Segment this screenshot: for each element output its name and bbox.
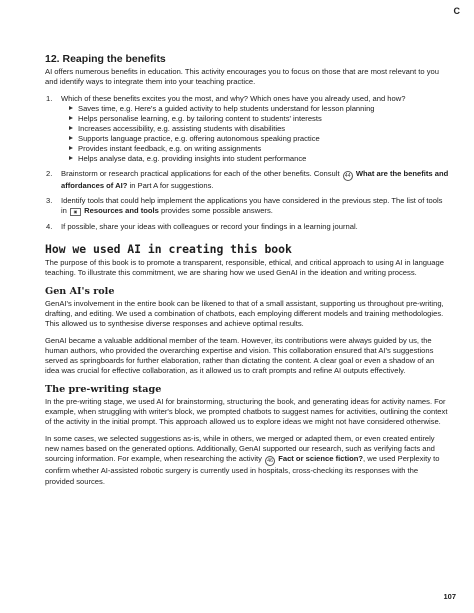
activity-reference-icon: 46 [265, 456, 275, 466]
activity-steps [45, 94, 449, 232]
subsection-paragraph: In the pre-writing stage, we used AI for brainstorming, structuring the book, and generating ideas for activity names. For example, when struggling with writer's block, we prompted chatbots to suggest names for activities, outlining the context of the activity in the initial prompt. This approach allowed us to explore ideas we might not have considered otherwise. [45, 396, 448, 427]
benefit-item: Increases accessibility, e.g. assisting students with disabilities [69, 124, 449, 134]
benefits-list [61, 104, 449, 164]
benefit-item: Helps analyse data, e.g. providing insights into student performance [69, 154, 449, 164]
subsection-paragraph [45, 434, 449, 487]
section-letter: C [453, 6, 460, 16]
benefit-item: Provides instant feedback, e.g. on writing assignments [69, 144, 449, 154]
activity-intro: AI offers numerous benefits in education. This activity encourages you to focus on those that are most relevant to you and identify ways to integrate them into your teaching practice. [45, 67, 439, 87]
benefit-item: Saves time, e.g. Here's a guided activity to help students understand for lesson planning [69, 104, 449, 114]
step-text: Which of these benefits excites you the most, and why? Which ones have you already used, and how? [61, 93, 406, 103]
resources-reference-link[interactable]: Resources and tools [84, 206, 159, 216]
step-number: 2. [46, 168, 53, 178]
activity-reference-icon: 44 [343, 171, 353, 181]
step-number: 3. [46, 196, 53, 206]
step-text: Brainstorm or research practical applications for each of the other benefits. Consult [61, 168, 340, 178]
step-1 [45, 94, 449, 164]
step-2 [45, 169, 449, 191]
subsection-paragraph: GenAI became a valuable additional member of the team. However, its contributions were always guided by us, the human authors, who provided the overarching expertise and vision. This collaboration ensured that AI's suggestions served as springboards for further elaboration, rather than dictating the content. A clear goal or even a shadow of an idea was crucial for effective collaboration, as it allowed us to craft prompts and refine AI outputs effectively. [45, 335, 435, 376]
paragraph-text: In some cases, we selected suggestions as-is, while in others, we merged or adapted them, or even created entirely new names based on the generated options. Additionally, GenAI supported our research, such as verifying facts and sourcing information. For example, when researching the activity [45, 433, 435, 464]
step-number: 4. [46, 221, 53, 231]
benefit-item: Supports language practice, e.g. offering autonomous speaking practice [69, 134, 449, 144]
activity-title: 12. Reaping the benefits [45, 53, 166, 65]
page-number: 107 [443, 592, 456, 601]
benefit-item: Helps personalise learning, e.g. by tailoring content to students' interests [69, 114, 449, 124]
step-number: 1. [46, 93, 53, 103]
activity-reference-link[interactable]: Fact or science fiction? [278, 454, 364, 464]
subsection-heading: Gen AI's role [45, 285, 115, 297]
step-text: in Part A for suggestions. [129, 180, 214, 190]
page-content [45, 53, 449, 487]
resources-icon: ▣ [70, 208, 81, 216]
step-text: Identify tools that could help implement the applications you have considered in the previous step. The list of tools in [61, 196, 443, 216]
section-paragraph: The purpose of this book is to promote a transparent, responsible, ethical, and critical approach to using AI in language teaching. To illustrate this commitment, we are sharing how we used GenAI in the ideation and writing process. [45, 258, 444, 278]
step-4 [45, 222, 449, 232]
activity-reference-link[interactable]: What are the benefits and affordances of AI? [61, 168, 449, 190]
paragraph-text: , we used Perplexity to confirm whether AI-assisted robotic surgery is currently used in hospitals, cross-checking its responses with the provided sources. [45, 454, 440, 486]
step-text: provides some possible answers. [161, 206, 273, 216]
subsection-heading: The pre-writing stage [45, 383, 162, 395]
step-3 [45, 196, 449, 217]
subsection-paragraph: GenAI's involvement in the entire book can be likened to that of a small assistant, supporting us throughout pre-writing, drafting, and editing. We used a combination of chatbots, each employing different models and training methodologies. This allowed us to synthesise diverse responses and achieve optimal results. [45, 298, 444, 329]
step-text: If possible, share your ideas with colleagues or record your findings in a learning journal. [61, 221, 358, 231]
section-heading: How we used AI in creating this book [45, 242, 292, 257]
